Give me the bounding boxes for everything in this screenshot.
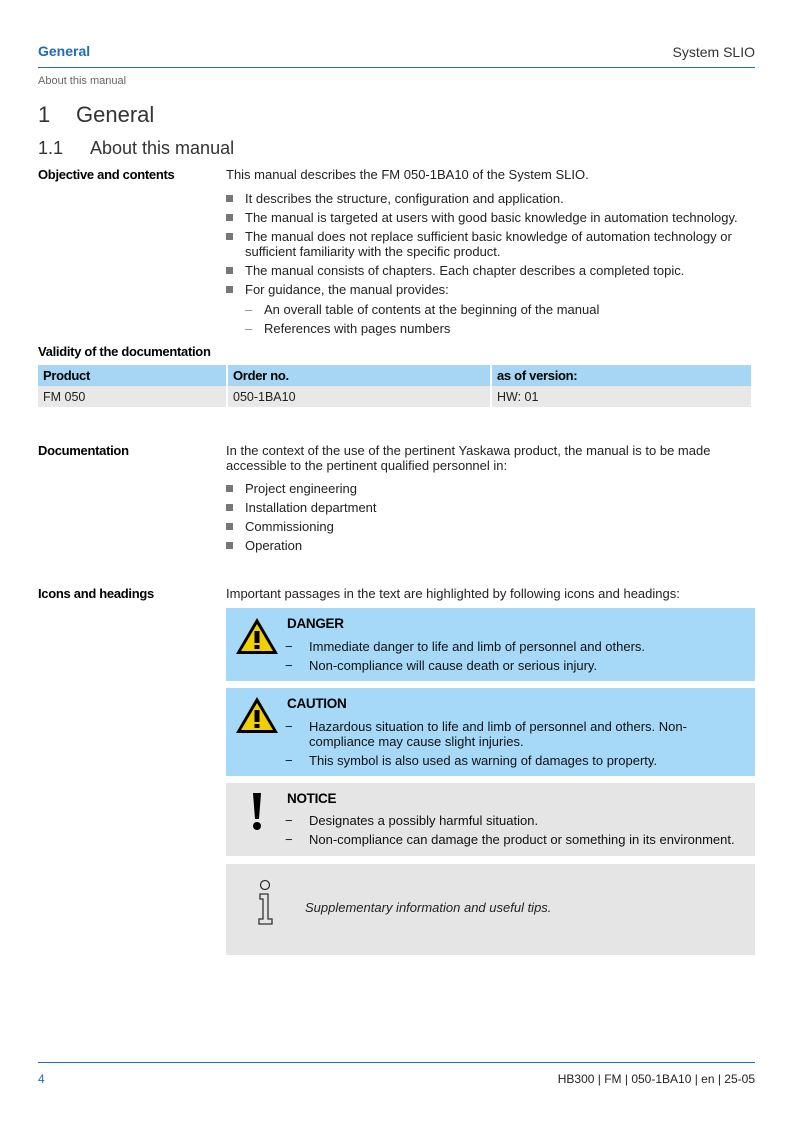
info-box xyxy=(226,864,755,955)
bullet-square-icon xyxy=(226,504,233,511)
documentation-label: Documentation xyxy=(38,443,129,458)
list-item: − Immediate danger to life and limb of personnel and others. xyxy=(285,639,646,654)
exclamation-icon xyxy=(250,791,264,831)
bullet-square-icon xyxy=(226,195,233,202)
danger-list xyxy=(285,639,747,677)
list-item: − Non-compliance can damage the product or something in its environment. xyxy=(285,832,735,847)
warning-triangle-icon xyxy=(234,616,280,656)
notice-box xyxy=(226,783,755,856)
dash-icon: − xyxy=(285,813,293,828)
list-item: It describes the structure, configuration and application. xyxy=(226,191,755,206)
footer-divider xyxy=(38,1062,755,1063)
bullet-square-icon xyxy=(226,542,233,549)
column-header-product: Product xyxy=(38,365,226,386)
bullet-square-icon xyxy=(226,523,233,530)
caution-title: CAUTION xyxy=(287,696,347,711)
icons-label: Icons and headings xyxy=(38,586,154,601)
objective-label: Objective and contents xyxy=(38,167,175,182)
table-header-row xyxy=(38,365,751,386)
list-item: − Non-compliance will cause death or serious injury. xyxy=(285,658,598,673)
validity-table xyxy=(36,365,753,407)
chapter-number: 1 xyxy=(38,102,51,127)
table-cell-product: FM 050 xyxy=(38,386,226,407)
list-item: – References with pages numbers xyxy=(245,321,451,336)
icons-intro: Important passages in the text are highlighted by following icons and headings: xyxy=(226,586,680,601)
list-item: Commissioning xyxy=(226,519,755,534)
bullet-square-icon xyxy=(226,233,233,240)
dash-icon: − xyxy=(285,639,293,654)
bullet-square-icon xyxy=(226,485,233,492)
dash-icon: − xyxy=(285,658,293,673)
warning-triangle-icon xyxy=(234,695,280,735)
breadcrumb: About this manual xyxy=(38,75,127,87)
documentation-intro: In the context of the use of the pertinent Yaskawa product, the manual is to be made accessible to the pertinent qualified personnel in: xyxy=(226,443,711,473)
list-item: The manual consists of chapters. Each chapter describes a completed topic. xyxy=(226,263,755,278)
list-item: − This symbol is also used as warning of damages to property. xyxy=(285,753,658,768)
list-item: For guidance, the manual provides: xyxy=(226,282,755,297)
bullet-square-icon xyxy=(226,286,233,293)
dash-icon: − xyxy=(285,719,293,734)
section-heading xyxy=(38,138,234,159)
list-item: – An overall table of contents at the beginning of the manual xyxy=(245,302,600,317)
danger-box xyxy=(226,608,755,681)
page-number: 4 xyxy=(38,1072,45,1086)
list-item: Operation xyxy=(226,538,755,553)
table-row xyxy=(38,386,751,407)
section-number: 1.1 xyxy=(38,138,64,158)
objective-bullet-list xyxy=(226,191,755,301)
notice-title: NOTICE xyxy=(287,791,337,806)
caution-box xyxy=(226,688,755,776)
column-header-version: as of version: xyxy=(492,365,751,386)
document-reference: HB300 | FM | 050-1BA10 | en | 25-05 xyxy=(557,1072,755,1086)
info-text: Supplementary information and useful tips. xyxy=(305,900,552,915)
notice-list xyxy=(285,813,747,851)
dash-icon: − xyxy=(285,832,293,847)
table-cell-order-no: 050-1BA10 xyxy=(228,386,490,407)
danger-title: DANGER xyxy=(287,616,344,631)
header-product-name: System SLIO xyxy=(672,44,755,60)
validity-label: Validity of the documentation xyxy=(38,344,211,359)
list-item: − Designates a possibly harmful situation. xyxy=(285,813,539,828)
dash-icon: − xyxy=(285,753,293,768)
list-item: Installation department xyxy=(226,500,755,515)
list-item: The manual is targeted at users with good basic knowledge in automation technology. xyxy=(226,210,755,225)
bullet-square-icon xyxy=(226,214,233,221)
objective-intro: This manual describes the FM 050-1BA10 of the System SLIO. xyxy=(226,167,589,182)
list-item: The manual does not replace sufficient basic knowledge of automation technology or sufficient familiarity with the specific product. xyxy=(226,229,755,259)
caution-list xyxy=(285,719,747,772)
chapter-heading xyxy=(38,102,154,128)
list-item: − Hazardous situation to life and limb of personnel and others. Non-compliance may cause slight injuries. xyxy=(285,719,687,749)
documentation-bullet-list xyxy=(226,481,755,557)
objective-sub-list xyxy=(245,302,599,340)
dash-icon: – xyxy=(245,321,253,336)
dash-icon: – xyxy=(245,302,253,317)
column-header-order-no: Order no. xyxy=(228,365,490,386)
info-icon xyxy=(254,879,278,927)
section-title: About this manual xyxy=(90,138,235,158)
table-cell-version: HW: 01 xyxy=(492,386,751,407)
list-item: Project engineering xyxy=(226,481,755,496)
bullet-square-icon xyxy=(226,267,233,274)
chapter-title: General xyxy=(76,102,155,127)
header-divider xyxy=(38,67,755,68)
header-section-title: General xyxy=(38,43,91,59)
